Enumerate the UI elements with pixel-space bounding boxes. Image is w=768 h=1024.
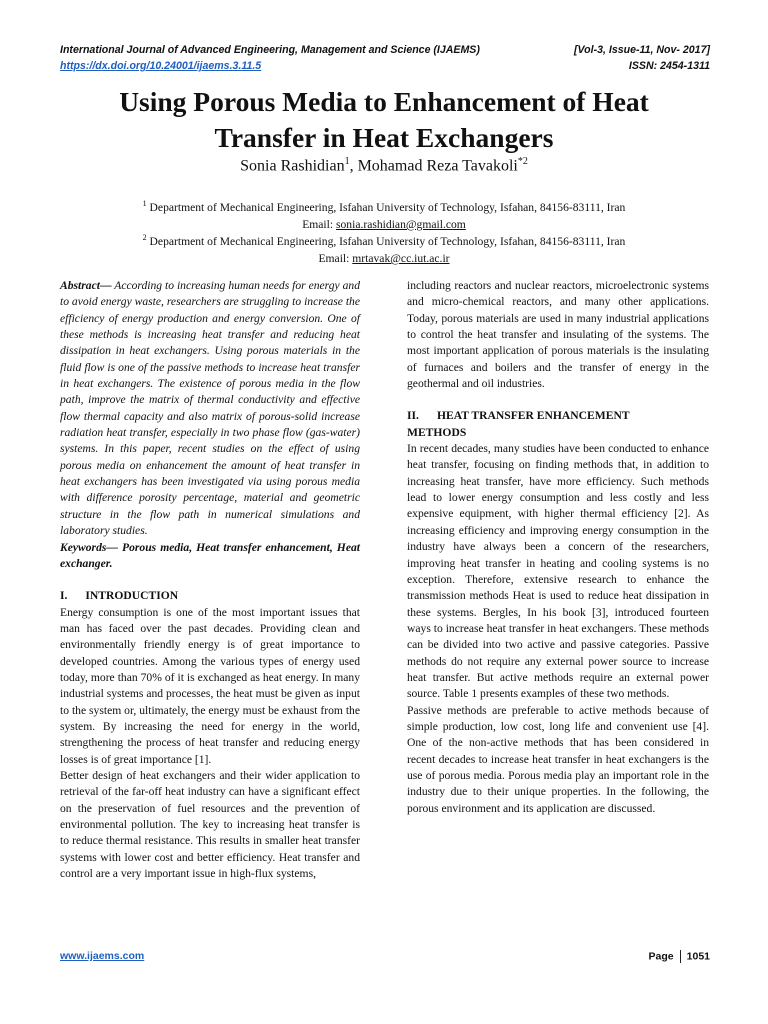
author-2-affil-mark: *2 — [517, 156, 528, 167]
author-list — [40, 156, 728, 175]
section-2-title-line-2: METHODS — [407, 425, 467, 439]
methods-paragraph-2: Passive methods are preferable to active methods because of simple production, low cost, long life and convenient use [4]. One of the non-active methods that has been considered in recent decades to increase heat transfer in heat exchangers is the use of porous media. Porous media play an important role in the industry due to their unique properties. In the following, the porous environment and its application are discussed. — [407, 703, 709, 815]
author-1-name: Sonia Rashidian — [240, 157, 345, 175]
affiliation-1 — [40, 195, 728, 233]
intro-paragraph-1: Energy consumption is one of the most important issues that man has faced over the past decades. Providing clean and environmentally friendly energy is of great importance to developed countries. Among the various types of energy used today, more than 70% of it is exchanged as heat energy. In many industrial systems and processes, the heat must be given as input to the system or, ultimately, the energy must be exhaust from the system. By increasing the need for energy in the world, strengthening the process of heat transfer and reducing energy losses is of great importance [1]. — [60, 605, 360, 766]
affiliation-2-dept — [40, 229, 728, 250]
section-2-heading — [407, 408, 709, 441]
abstract-label: Abstract— — [60, 279, 112, 292]
affiliation-2 — [40, 229, 728, 267]
paper-title — [40, 84, 728, 156]
journal-header — [60, 42, 710, 74]
section-2-number: II. — [407, 409, 419, 423]
affiliation-1-email[interactable]: sonia.rashidian@gmail.com — [336, 217, 466, 231]
page-separator — [680, 950, 681, 963]
spacer — [60, 572, 360, 588]
left-column — [60, 278, 360, 882]
author-separator: , — [349, 157, 358, 175]
author-2-name: Mohamad Reza Tavakoli — [357, 157, 518, 175]
title-line-1: Using Porous Media to Enhancement of Heat — [119, 86, 649, 117]
page-indicator — [649, 950, 710, 963]
section-1-title: INTRODUCTION — [85, 589, 179, 603]
affiliation-1-mark: 1 — [142, 199, 147, 208]
section-2-title: HEAT TRANSFER ENHANCEMENT — [436, 409, 630, 423]
affiliation-2-mark: 2 — [142, 233, 147, 242]
abstract — [60, 278, 360, 540]
journal-name: International Journal of Advanced Engineering, Management and Science (IJAEMS) — [60, 44, 480, 56]
methods-paragraph-1: In recent decades, many studies have been conducted to enhance heat transfer, focusing on finding methods that, in addition to increasing heat transfer, have more efficiency. Such methods lead to lower energy consumption and less costly and less expensive equipment, with higher thermal efficiency [2]. As increasing efficiency and improving energy consumption in the industry have always been a concern of the researchers, improving heat transfer in heating and cooling systems is no exception. Therefore, extensive research to enhance the transmission methods Heat is used to reduce heat dissipation in these systems. Bergles, In his book [3], introduced fourteen ways to increase heat transfer in heat exchangers. These methods can be divided into two active and passive categories. Passive methods do not require any external power source to increase heat transfer. But active methods require an external power source. Table 1 presents examples of these two methods. — [407, 442, 709, 701]
affiliation-1-email-label: Email: — [302, 217, 336, 231]
affiliation-2-email-row — [40, 250, 728, 267]
page-label: Page — [648, 950, 674, 963]
right-column — [407, 278, 709, 817]
page-number: 1051 — [686, 950, 710, 963]
issn: ISSN: 2454-1311 — [628, 60, 710, 72]
section-1-number: I. — [60, 589, 68, 603]
abstract-text: According to increasing human needs for energy and to avoid energy waste, researchers are struggling to increase the efficiency of energy production and energy conversion. One of these methods is increasing heat transfer and reducing heat dissipation in heat exchangers. Using porous materials in the fluid flow is one of the passive methods to increase heat transfer in heat exchangers. The existence of porous media in the flow path, improve the matrix of thermal conductivity and effective flow thermal capacity and also matrix of porous-solid increase radiation heat transfer, especially in two phase flow (gas-water) systems. In this paper, recent studies on the effect of using porous media on enhancement the amount of heat transfer in heat exchangers has been investigated via using porous media with difference porosity percentage, material and geometric structure in the flow path in numerical simulations and laboratory studies. — [60, 279, 360, 538]
intro-paragraph-2: Better design of heat exchangers and their wider application to retrieval of the far-off heat industry can have a significant effect on the preservation of fuel resources and the prevention of environmental pollution. The key to increasing heat transfer is to reduce thermal resistance. This results in smaller heat transfer systems with lower cost and better efficiency. Heat transfer and control are a very important issue in high-flux systems, — [60, 768, 360, 881]
author-1-affil-mark: 1 — [344, 156, 350, 167]
page-footer — [60, 950, 710, 970]
affiliation-1-dept — [40, 195, 728, 216]
affiliation-2-email[interactable]: mrtavak@cc.iut.ac.ir — [352, 251, 450, 265]
doi-link[interactable]: https://dx.doi.org/10.24001/ijaems.3.11.5 — [60, 60, 262, 72]
title-line-2: Transfer in Heat Exchangers — [214, 122, 554, 153]
spacer — [407, 392, 709, 408]
keywords: Keywords— Porous media, Heat transfer enhancement, Heat exchanger. — [60, 540, 360, 570]
affiliation-2-email-label: Email: — [318, 251, 353, 265]
footer-website-link[interactable]: www.ijaems.com — [60, 950, 145, 962]
intro-paragraph-3: including reactors and nuclear reactors, microelectronic systems and micro-chemical reactors, and many other applications. Today, porous materials are used in many industrial applications to control the heat transfer and insulating of the systems. The most important application of porous materials is the insulating of furnaces and boilers and the transfer of energy in the geothermal and oil industries. — [407, 279, 709, 391]
affiliation-1-text: Department of Mechanical Engineering, Isfahan University of Technology, Isfahan, 84156-83111, Iran — [146, 200, 626, 214]
journal-issue: [Vol-3, Issue-11, Nov- 2017] — [573, 44, 710, 56]
section-1-heading — [60, 588, 360, 604]
affiliation-2-text: Department of Mechanical Engineering, Isfahan University of Technology, Isfahan, 84156-83111, Iran — [146, 234, 626, 248]
